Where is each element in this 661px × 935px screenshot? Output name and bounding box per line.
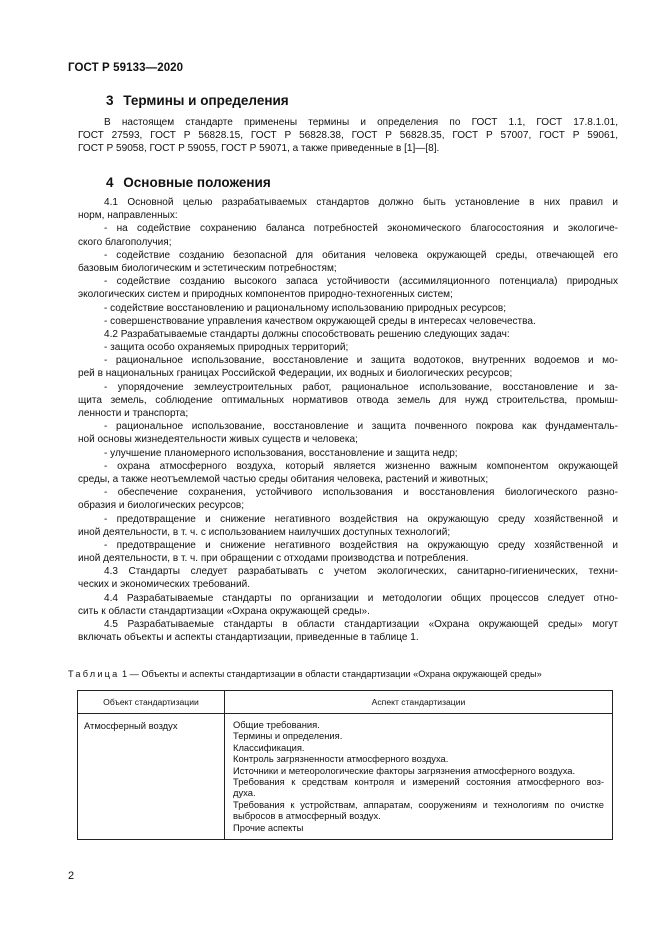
paragraph-line: образия и биологических ресурсов; bbox=[78, 500, 245, 512]
object-cell: Атмосферный воздух bbox=[78, 714, 225, 840]
paragraph-line: - на содействие сохранению баланса потребностей экономического благосостояния и экологиче- bbox=[104, 223, 618, 235]
standardization-table bbox=[77, 690, 613, 840]
paragraph-line: - обеспечение сохранения, устойчивого использования и восстановления биологического разно- bbox=[104, 487, 618, 499]
paragraph-line: - улучшение планомерного использования, восстановление и защита недр; bbox=[104, 447, 458, 459]
aspect-line: Прочие аспекты bbox=[233, 821, 304, 833]
section-3-number: 3 bbox=[106, 93, 114, 108]
paragraph-line: - рациональное использование, восстановление и защита водотоков, внутренних водоемов и мо- bbox=[104, 355, 618, 367]
aspect-line: Источники и метеорологические факторы загрязнения атмосферного воздуха. bbox=[233, 764, 576, 776]
paragraph-line: норм, направленных: bbox=[78, 210, 178, 222]
document-code-header: ГОСТ Р 59133—2020 bbox=[68, 62, 184, 74]
paragraph-line: - содействие созданию безопасной для обитания человека окружающей среды, отвечающей его bbox=[104, 249, 618, 261]
aspect-line: духа. bbox=[233, 787, 256, 799]
aspect-line: Контроль загрязненности атмосферного воздуха. bbox=[233, 753, 449, 765]
table-row bbox=[78, 714, 613, 840]
paragraph-line: 4.4 Разрабатываемые стандарты по организации и методологии общих процессов следует отно- bbox=[104, 592, 618, 604]
aspect-line: выбросов в атмосферный воздух. bbox=[233, 810, 381, 822]
section-4-heading bbox=[106, 175, 271, 190]
paragraph-line: 4.1 Основной целью разрабатываемых стандартов должно быть установление в них правил и bbox=[104, 197, 618, 208]
paragraph-line: ГОСТ Р 59058, ГОСТ Р 59055, ГОСТ Р 59071, а также приведенные в [1]—[8]. bbox=[78, 143, 440, 155]
paragraph-line: сить к области стандартизации «Охрана окружающей среды». bbox=[78, 605, 370, 617]
paragraph-line: иной деятельности, в т. ч. с использованием наилучших доступных технологий; bbox=[78, 526, 451, 538]
table-caption-text: 1 — Объекты и аспекты стандартизации в области стандартизации «Охрана окружающей среды» bbox=[119, 669, 542, 679]
paragraph-line: - содействие созданию высокого запаса устойчивости (ассимиляционного потенциала) природных bbox=[104, 276, 618, 288]
paragraph-line: - охрана атмосферного воздуха, который является жизненно важным компонентом окружающей bbox=[104, 460, 618, 472]
paragraph-line: - предотвращение и снижение негативного воздействия на окружающую среду хозяйственной и bbox=[104, 513, 618, 525]
paragraph-line: ческих и экономических требований. bbox=[78, 579, 250, 591]
aspect-line: Общие требования. bbox=[233, 719, 320, 730]
paragraph-line: ского благополучия; bbox=[78, 236, 172, 248]
paragraph-line: ленности и транспорта; bbox=[78, 408, 189, 419]
column-header-aspect: Аспект стандартизации bbox=[225, 691, 613, 714]
paragraph-line: иной деятельности, в т. ч. при обращении с отходами производства и потребления. bbox=[78, 553, 469, 565]
paragraph-line: - совершенствование управления качеством окружающей среды в интересах человечества. bbox=[104, 315, 536, 327]
section-3-title: Термины и определения bbox=[123, 93, 289, 108]
aspect-line: Требования к средствам контроля и измерений состояния атмосферного воз- bbox=[233, 775, 604, 787]
paragraph-line: включать объекты и аспекты стандартизации, приведенные в таблице 1. bbox=[78, 632, 419, 644]
paragraph-line: - упорядочение землеустроительных работ, рациональное использование, восстановление и за- bbox=[104, 381, 618, 393]
section-3-heading bbox=[106, 93, 289, 108]
column-header-object: Объект стандартизации bbox=[78, 691, 225, 714]
paragraph-line: рей в национальных границах Российской Федерации, их водных и биологических ресурсов; bbox=[78, 368, 513, 380]
table-caption-label: Таблица bbox=[68, 669, 120, 679]
table-header-row bbox=[78, 691, 613, 714]
paragraph-line: среды, а также неотъемлемой частью среды обитания человека, растений и животных; bbox=[78, 473, 489, 485]
section-4-title: Основные положения bbox=[123, 175, 271, 190]
paragraph-line: ной основы жизнедеятельности живых существ и человека; bbox=[78, 434, 358, 446]
paragraph-line: базовым биологическим и эстетическим потребностям; bbox=[78, 262, 337, 274]
section-4-body bbox=[78, 196, 618, 644]
page-number: 2 bbox=[68, 870, 75, 882]
paragraph-line: 4.2 Разрабатываемые стандарты должны способствовать решению следующих задач: bbox=[104, 328, 510, 340]
paragraph-line: - рациональное использование, восстановление и защита почвенного покрова как фундаменталь- bbox=[104, 421, 618, 433]
aspect-cell bbox=[225, 714, 613, 840]
paragraph-line: - защита особо охраняемых природных территорий; bbox=[104, 342, 349, 354]
paragraph-line: ГОСТ 27593, ГОСТ Р 56828.15, ГОСТ Р 56828.38, ГОСТ Р 56828.35, ГОСТ Р 57007, ГОСТ Р 59061, bbox=[78, 130, 618, 142]
section-3-body bbox=[78, 116, 618, 156]
paragraph-line: - предотвращение и снижение негативного воздействия на окружающую среду хозяйственной и bbox=[104, 539, 618, 551]
aspect-line: Термины и определения. bbox=[233, 730, 343, 742]
paragraph-line: экологических систем и природных компонентов природно-техногенных систем; bbox=[78, 289, 453, 301]
aspect-line: Требования к устройствам, аппаратам, сооружениям и технологиям по очистке bbox=[233, 798, 604, 810]
paragraph-line: щита земель, соблюдение оптимальных нормативов отвода земель для нужд строительства, промыш- bbox=[78, 394, 618, 406]
paragraph-line: В настоящем стандарте применены термины и определения по ГОСТ 1.1, ГОСТ 17.8.1.01, bbox=[104, 117, 618, 128]
aspect-line: Классификация. bbox=[233, 741, 305, 753]
table-caption bbox=[68, 669, 628, 679]
paragraph-line: - содействие восстановлению и рациональному использованию природных ресурсов; bbox=[104, 302, 507, 314]
section-4-number: 4 bbox=[106, 175, 114, 190]
paragraph-line: 4.5 Разрабатываемые стандарты в области стандартизации «Охрана окружающей среды» могут bbox=[104, 619, 618, 630]
paragraph-line: 4.3 Стандарты следует разрабатывать с учетом экологических, санитарно-гигиенических, техни- bbox=[104, 566, 618, 578]
